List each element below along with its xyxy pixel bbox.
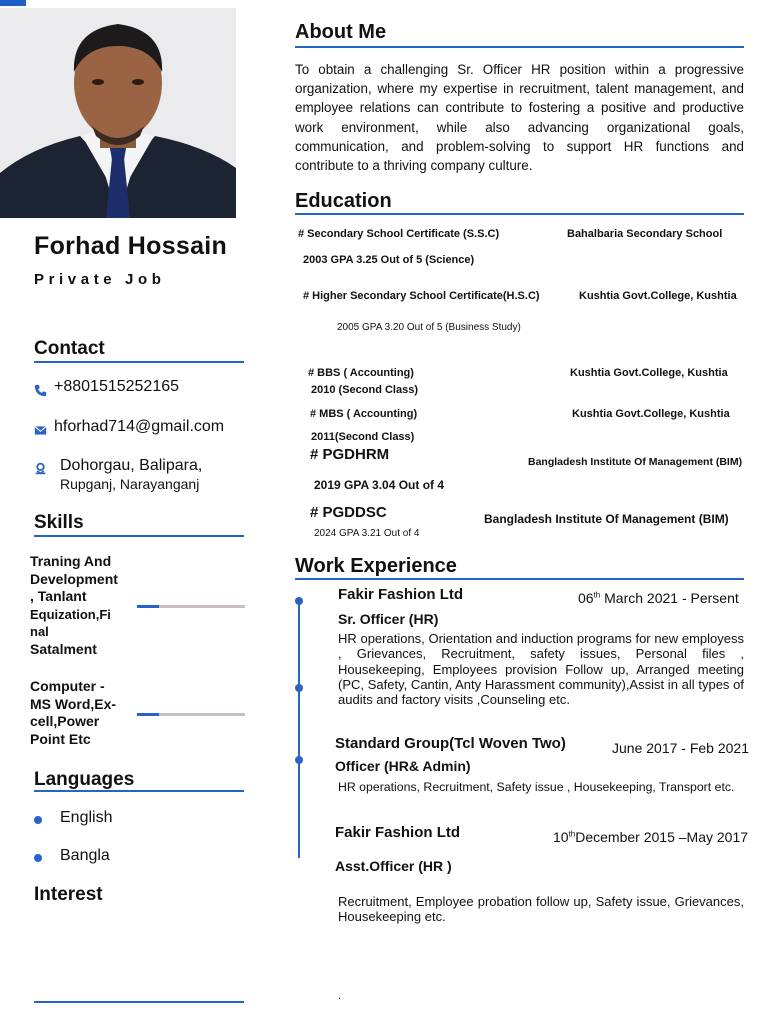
contact-heading: Contact: [34, 338, 105, 359]
edu-institution: Bangladesh Institute Of Management (BIM): [528, 456, 743, 468]
job-description: HR operations, Orientation and induction programs for new employess , Grievances, Recruitment, safety issues, Personal files , Housekeeping, Employees provision Follow up, Arranged meeting (PC, Safety, Cantin, Anty Harassment community),Assist in all types of audits and factory visits ,Counseling etc.: [338, 631, 744, 708]
languages-divider: [34, 790, 244, 792]
bullet-dot-icon: [34, 854, 42, 862]
skill-item-label: Computer - MS Word,Ex- cell,Power Point Etc: [30, 678, 117, 747]
skill-level-bar: [137, 605, 245, 608]
job-description: Recruitment, Employee probation follow up, Safety issue, Grievances, Housekeeping etc.: [338, 894, 744, 925]
languages-heading: Languages: [34, 769, 135, 790]
job-company: Standard Group(Tcl Woven Two): [335, 735, 566, 752]
edu-result: 2019 GPA 3.04 Out of 4: [314, 478, 445, 492]
profile-photo: [0, 8, 236, 218]
edu-result: 2003 GPA 3.25 Out of 5 (Science): [303, 254, 475, 266]
job-dates: June 2017 - Feb 2021: [612, 740, 749, 756]
job-dates: 06th March 2021 - Persent: [578, 590, 739, 606]
education-divider: [295, 213, 744, 215]
timeline-line: [298, 600, 300, 858]
skill-level-fill: [137, 605, 159, 608]
phone-number: +8801515252165: [54, 378, 180, 395]
skill-level-bar: [137, 713, 245, 716]
edu-degree: # BBS ( Accounting): [308, 367, 414, 379]
contact-email[interactable]: [34, 418, 224, 437]
interest-divider: [34, 1001, 244, 1003]
timeline-dot: [295, 597, 303, 605]
address-line-1: Dohorgau, Balipara,: [60, 457, 203, 474]
job-role: Officer (HR& Admin): [335, 758, 471, 774]
about-divider: [295, 46, 744, 48]
phone-icon: [34, 381, 54, 397]
edu-institution: Kushtia Govt.College, Kushtia: [572, 408, 730, 420]
edu-degree: # Higher Secondary School Certificate(H.S.C): [303, 290, 540, 302]
edu-institution: Bangladesh Institute Of Management (BIM): [484, 512, 729, 526]
edu-degree: # PGDHRM: [310, 446, 390, 463]
edu-result: 2024 GPA 3.21 Out of 4: [314, 528, 420, 539]
location-pin-icon: [34, 459, 60, 475]
contact-phone[interactable]: [34, 378, 179, 397]
email-address: hforhad714@gmail.com: [54, 418, 225, 435]
job-role: Asst.Officer (HR ): [335, 858, 452, 874]
envelope-icon: [34, 421, 54, 437]
edu-result: 2011(Second Class): [311, 431, 415, 443]
edu-degree: # Secondary School Certificate (S.S.C): [298, 228, 500, 240]
bullet-dot-icon: [34, 816, 42, 824]
trailing-mark: .: [338, 990, 342, 1002]
language-item: English: [34, 809, 112, 827]
edu-institution: Bahalbaria Secondary School: [567, 228, 723, 240]
job-description: HR operations, Recruitment, Safety issue , Housekeeping, Transport etc.: [338, 780, 735, 794]
timeline-dot: [295, 684, 303, 692]
job-role: Sr. Officer (HR): [338, 611, 439, 627]
language-item: Bangla: [34, 847, 110, 865]
address-line-2: Rupganj, Narayanganj: [60, 476, 200, 492]
about-heading: About Me: [295, 21, 387, 43]
work-divider: [295, 578, 744, 580]
job-company: Fakir Fashion Ltd: [335, 824, 461, 841]
corner-accent: [0, 0, 26, 6]
contact-divider: [34, 361, 244, 363]
contact-address: [34, 456, 202, 494]
work-heading: Work Experience: [295, 555, 457, 577]
job-title: Private Job: [34, 271, 166, 288]
person-name: Forhad Hossain: [34, 232, 228, 260]
skills-heading: Skills: [34, 512, 84, 533]
job-dates: 10thDecember 2015 –May 2017: [553, 829, 749, 845]
skill-level-fill: [137, 713, 159, 716]
timeline-dot: [295, 756, 303, 764]
edu-result: 2005 GPA 3.20 Out of 5 (Business Study): [337, 322, 521, 333]
edu-degree: # PGDDSC: [310, 504, 387, 521]
education-heading: Education: [295, 190, 392, 212]
edu-result: 2010 (Second Class): [311, 384, 418, 396]
skill-item-label: Traning And Development , Tanlant Equization,Fi nal Satalment: [30, 553, 118, 657]
edu-degree: # MBS ( Accounting): [310, 408, 418, 420]
job-company: Fakir Fashion Ltd: [338, 586, 464, 603]
interest-heading: Interest: [34, 884, 103, 905]
skills-divider: [34, 535, 244, 537]
edu-institution: Kushtia Govt.College, Kushtia: [570, 367, 728, 379]
about-text: To obtain a challenging Sr. Officer HR position within a progressive organization, where my expertise in recruitment, talent management, and employee relations can contribute to fostering a positive and productive work environment, while also advancing organizational goals, communication, and problem-solving to support HR functions and contribute to a thriving company culture.: [295, 62, 744, 174]
edu-institution: Kushtia Govt.College, Kushtia: [579, 290, 737, 302]
